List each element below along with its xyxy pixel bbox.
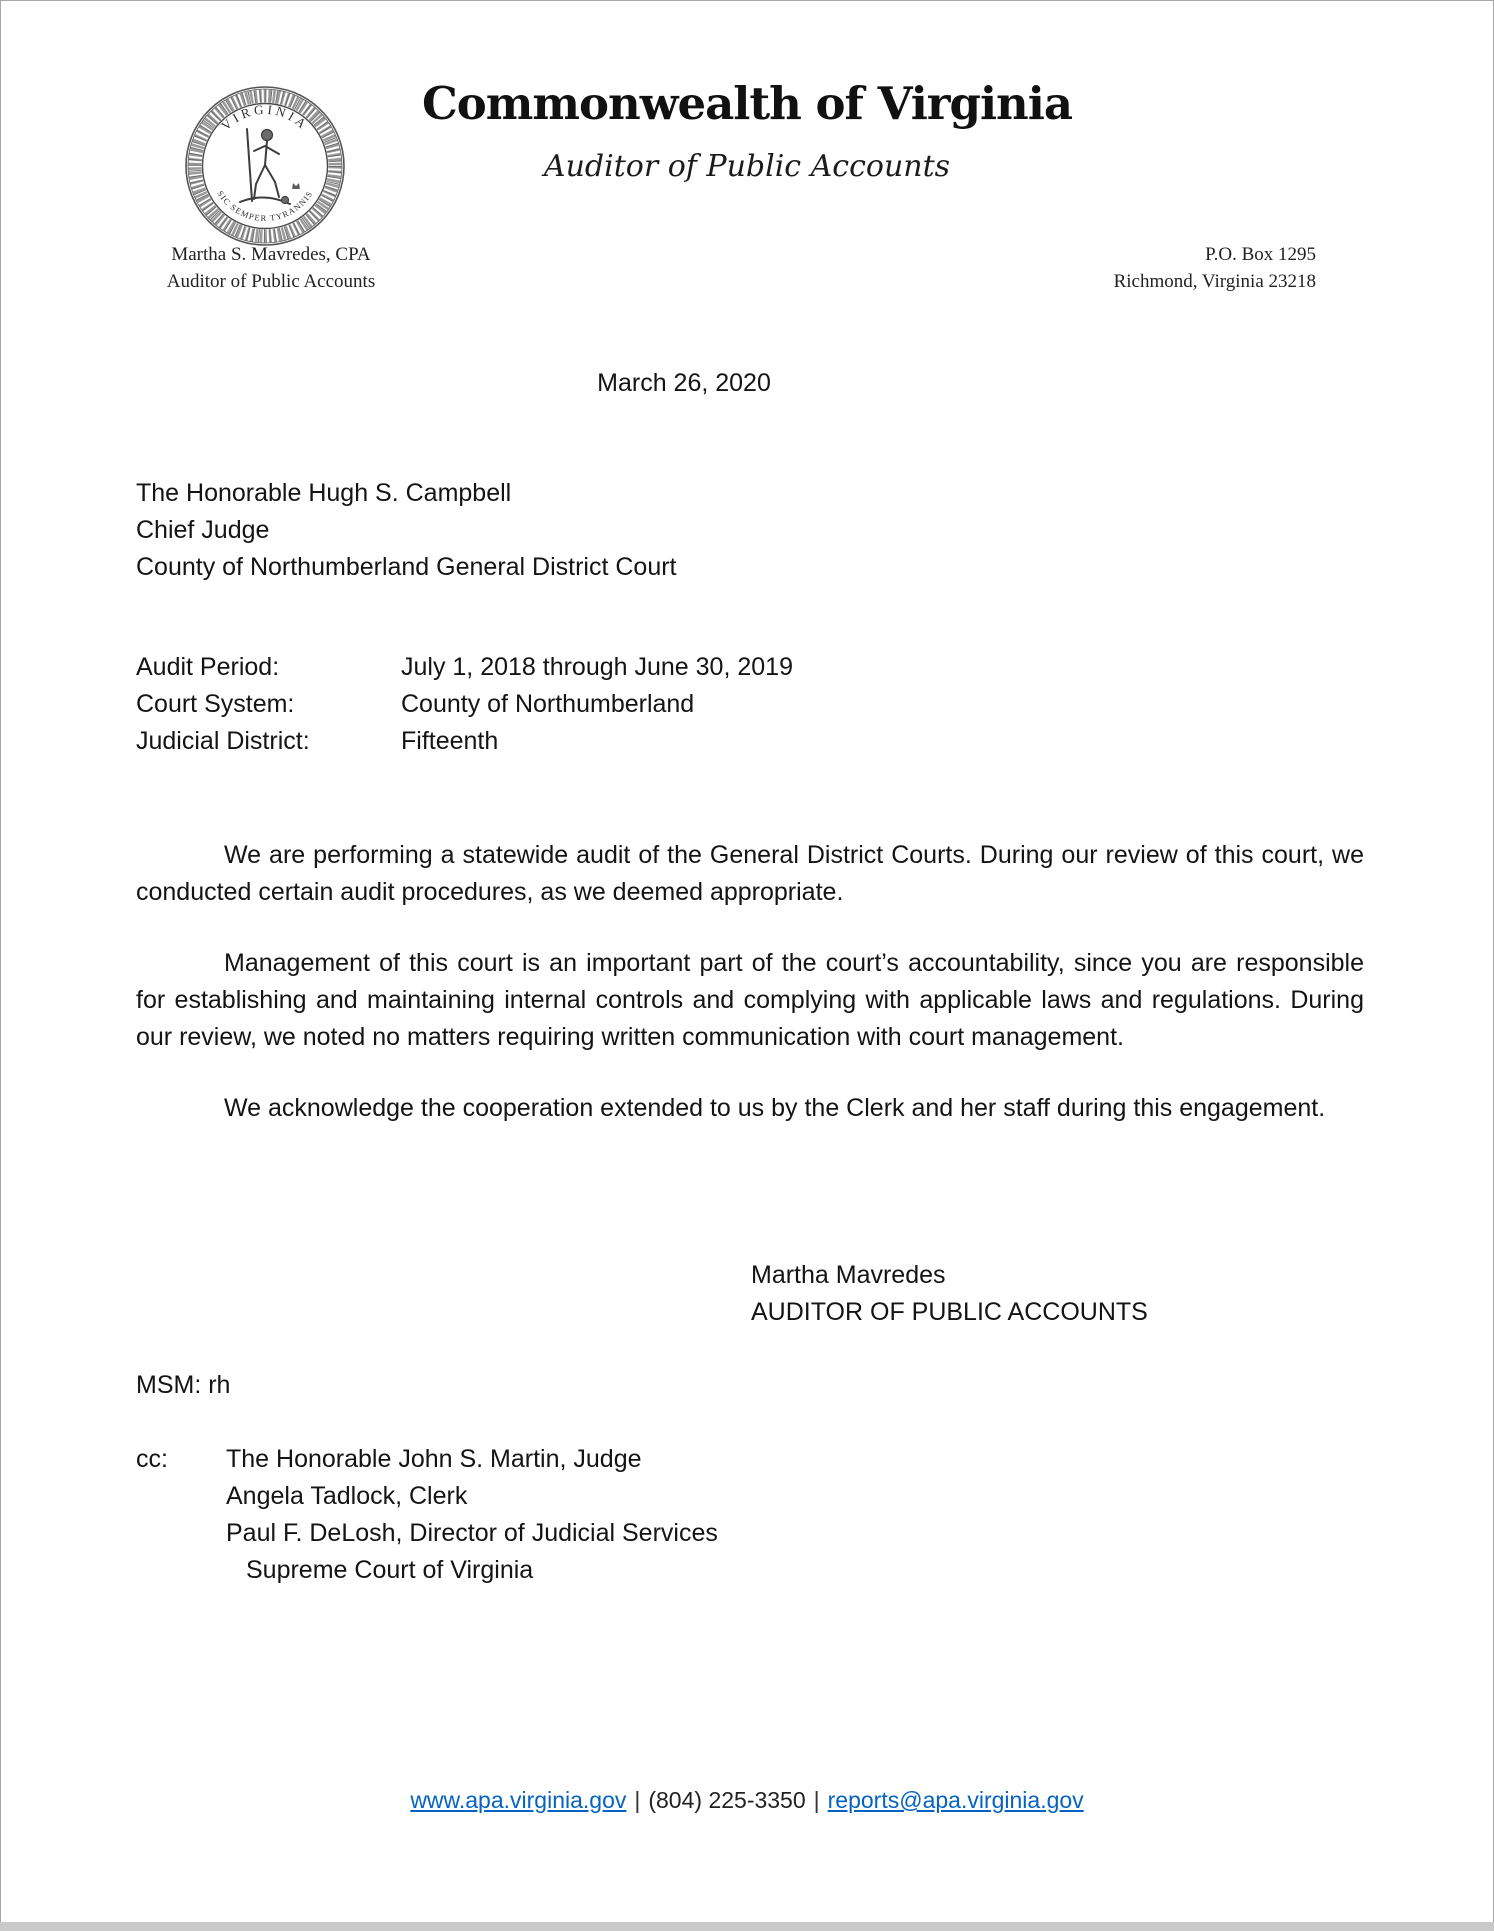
seal-top-text: VIRGINIA bbox=[218, 101, 312, 134]
city-state-zip-line: Richmond, Virginia 23218 bbox=[1113, 271, 1316, 292]
letter-body bbox=[136, 837, 1364, 1161]
email-link[interactable]: reports@apa.virginia.gov bbox=[827, 1787, 1084, 1813]
cc-item: Paul F. DeLosh, Director of Judicial Services bbox=[226, 1519, 718, 1547]
body-paragraph: We are performing a statewide audit of the General District Courts. During our review of this court, we conducted certain audit procedures, as we deemed appropriate. bbox=[136, 841, 1364, 906]
audit-details-block bbox=[136, 649, 793, 760]
page-footer bbox=[1, 1787, 1493, 1814]
letterhead-left-block bbox=[141, 241, 401, 295]
cc-item: Angela Tadlock, Clerk bbox=[226, 1482, 468, 1510]
cc-item: Supreme Court of Virginia bbox=[246, 1556, 534, 1584]
phone-number: (804) 225-3350 bbox=[648, 1787, 806, 1813]
court-system-row bbox=[136, 686, 793, 723]
judicial-district-row bbox=[136, 723, 793, 760]
judicial-district-label: Judicial District: bbox=[136, 727, 310, 755]
cc-label: cc: bbox=[136, 1445, 168, 1473]
date-line: March 26, 2020 bbox=[597, 369, 771, 397]
po-box-line: P.O. Box 1295 bbox=[1205, 244, 1316, 265]
footer-separator: | bbox=[634, 1787, 641, 1813]
cc-items bbox=[226, 1441, 718, 1589]
audit-period-label: Audit Period: bbox=[136, 653, 280, 681]
seal-bottom-text: SIC SEMPER TYRANNIS bbox=[215, 188, 315, 224]
cc-item: The Honorable John S. Martin, Judge bbox=[226, 1445, 642, 1473]
court-system-value: County of Northumberland bbox=[401, 690, 695, 718]
signature-title: AUDITOR OF PUBLIC ACCOUNTS bbox=[751, 1298, 1148, 1326]
body-paragraph: Management of this court is an important part of the court’s accountability, since you are responsible for establishing and maintaining internal controls and complying with applicable laws and regulations. During our review, we noted no matters requiring written communication with court management. bbox=[136, 949, 1364, 1051]
letter-title: Commonwealth of Virginia bbox=[421, 77, 1073, 130]
audit-period-row bbox=[136, 649, 793, 686]
website-link[interactable]: www.apa.virginia.gov bbox=[410, 1787, 627, 1813]
body-paragraph: We acknowledge the cooperation extended to us by the Clerk and her staff during this engagement. bbox=[224, 1094, 1326, 1122]
judicial-district-value: Fifteenth bbox=[401, 727, 499, 755]
signature-block bbox=[751, 1257, 1148, 1331]
footer-separator: | bbox=[813, 1787, 820, 1813]
recipient-court: County of Northumberland General District Court bbox=[136, 553, 677, 581]
letter-subtitle: Auditor of Public Accounts bbox=[543, 149, 951, 184]
audit-period-value: July 1, 2018 through June 30, 2019 bbox=[401, 653, 793, 681]
court-system-label: Court System: bbox=[136, 690, 295, 718]
letterhead-right-block bbox=[1114, 241, 1316, 295]
typist-initials: MSM: rh bbox=[136, 1371, 231, 1399]
signature-name: Martha Mavredes bbox=[751, 1261, 946, 1289]
recipient-title: Chief Judge bbox=[136, 516, 270, 544]
recipient-block bbox=[136, 475, 677, 586]
auditor-name-line: Martha S. Mavredes, CPA bbox=[171, 244, 371, 265]
recipient-name: The Honorable Hugh S. Campbell bbox=[136, 479, 512, 507]
cc-block bbox=[136, 1441, 718, 1589]
auditor-title-line: Auditor of Public Accounts bbox=[166, 271, 376, 292]
